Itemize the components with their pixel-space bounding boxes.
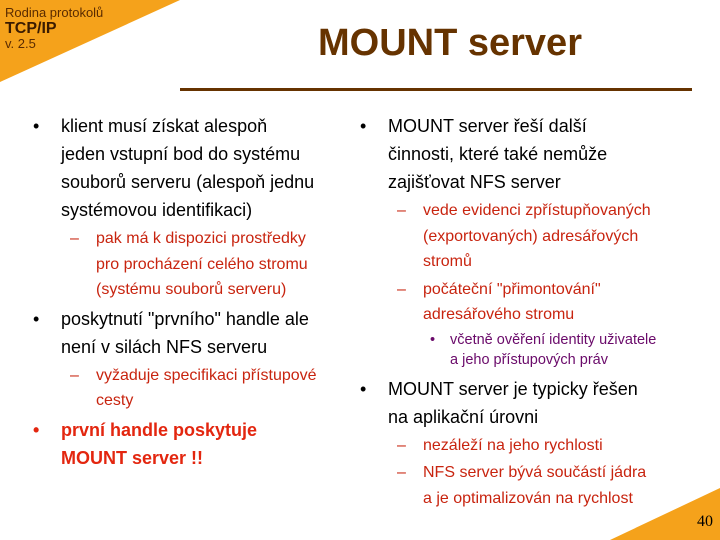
- text-line: pak má k dispozici prostředky: [96, 230, 306, 247]
- sub-bullet-item: [70, 226, 353, 303]
- text-line: a je optimalizován na rychlost: [423, 489, 633, 507]
- dash-marker: –: [397, 464, 406, 481]
- text-line: cesty: [96, 392, 134, 409]
- bullet-marker: •: [33, 116, 40, 136]
- series-name: Rodina protokolů: [5, 5, 104, 20]
- text-line: pro procházení celého stromu: [96, 255, 308, 273]
- bullet-marker: •: [360, 378, 367, 399]
- text-line: poskytnutí "prvního" handle ale: [61, 308, 309, 329]
- dash-marker: –: [70, 366, 79, 384]
- left-column: [33, 112, 353, 474]
- dash-marker: –: [397, 202, 406, 219]
- bullet-item: [33, 112, 353, 224]
- dash-marker: –: [70, 230, 79, 247]
- text-line: klient musí získat alespoň: [61, 116, 268, 136]
- text-line: zajišťovat NFS server: [388, 172, 561, 192]
- slide-title: MOUNT server: [318, 22, 582, 64]
- text-line: adresářového stromu: [423, 306, 575, 323]
- text-line: MOUNT server !!: [61, 447, 204, 468]
- text-line: MOUNT server řeší další: [388, 116, 587, 136]
- title-divider: [180, 88, 692, 91]
- text-line: stromů: [423, 253, 472, 270]
- text-line: a jeho přístupových práv: [450, 352, 608, 368]
- dash-marker: –: [397, 280, 406, 298]
- bullet-marker: •: [33, 308, 40, 329]
- sub-bullet-text: [423, 277, 705, 328]
- sub-bullet-item: [397, 460, 705, 511]
- text-line: počáteční "přimontování": [423, 280, 601, 298]
- sub-bullet-text: [423, 198, 705, 275]
- text-line: NFS server bývá součástí jádra: [423, 464, 647, 481]
- text-line: systémovou identifikaci): [61, 200, 253, 220]
- series-label: [5, 6, 103, 51]
- text-line: činnosti, které také nemůže: [388, 144, 608, 164]
- text-line: včetně ověření identity uživatele: [450, 331, 657, 348]
- bullet-item: [33, 305, 353, 361]
- series-protocol: TCP/IP: [5, 20, 57, 37]
- sub-bullet-item: [397, 198, 705, 275]
- text-line: vede evidenci zpřístupňovaných: [423, 202, 651, 219]
- sub-bullet-text: [96, 363, 353, 414]
- slide-number: 40: [697, 513, 713, 530]
- text-line: souborů serveru (alespoň jednu: [61, 172, 315, 192]
- series-version: v. 2.5: [5, 36, 36, 51]
- sub-bullet-item: [397, 277, 705, 328]
- third-level-text: [450, 330, 705, 371]
- text-line: nezáleží na jeho rychlosti: [423, 436, 603, 454]
- text-line: MOUNT server je typicky řešen: [388, 378, 638, 399]
- bullet-item: [360, 375, 705, 431]
- sub-bullet-item: [397, 433, 705, 459]
- sub-bullet-item: [70, 363, 353, 414]
- sub-bullet-text: [423, 460, 705, 511]
- sub-bullet-text: [423, 433, 705, 459]
- text-line: vyžaduje specifikaci přístupové: [96, 366, 317, 384]
- dash-marker: –: [397, 436, 406, 454]
- text-line: první handle poskytuje: [61, 419, 258, 440]
- highlighted-bullet-item: [33, 416, 353, 472]
- text-line: jeden vstupní bod do systému: [61, 144, 301, 164]
- bullet-marker: •: [33, 419, 40, 440]
- third-level-item: [430, 330, 705, 371]
- bullet-marker: •: [360, 116, 367, 136]
- bullet-text: [388, 375, 705, 431]
- small-bullet-marker: •: [430, 331, 436, 348]
- bullet-text: [61, 112, 353, 224]
- text-line: na aplikační úrovni: [388, 406, 539, 427]
- text-line: (exportovaných) adresářových: [423, 227, 639, 245]
- bullet-text: [388, 112, 705, 196]
- bullet-item: [360, 112, 705, 196]
- text-line: není v silách NFS serveru: [61, 336, 268, 357]
- right-column: [360, 112, 705, 513]
- sub-bullet-text: [96, 226, 353, 303]
- bullet-text: [61, 305, 353, 361]
- text-line: (systému souborů serveru): [96, 281, 287, 298]
- bullet-text: [61, 416, 353, 472]
